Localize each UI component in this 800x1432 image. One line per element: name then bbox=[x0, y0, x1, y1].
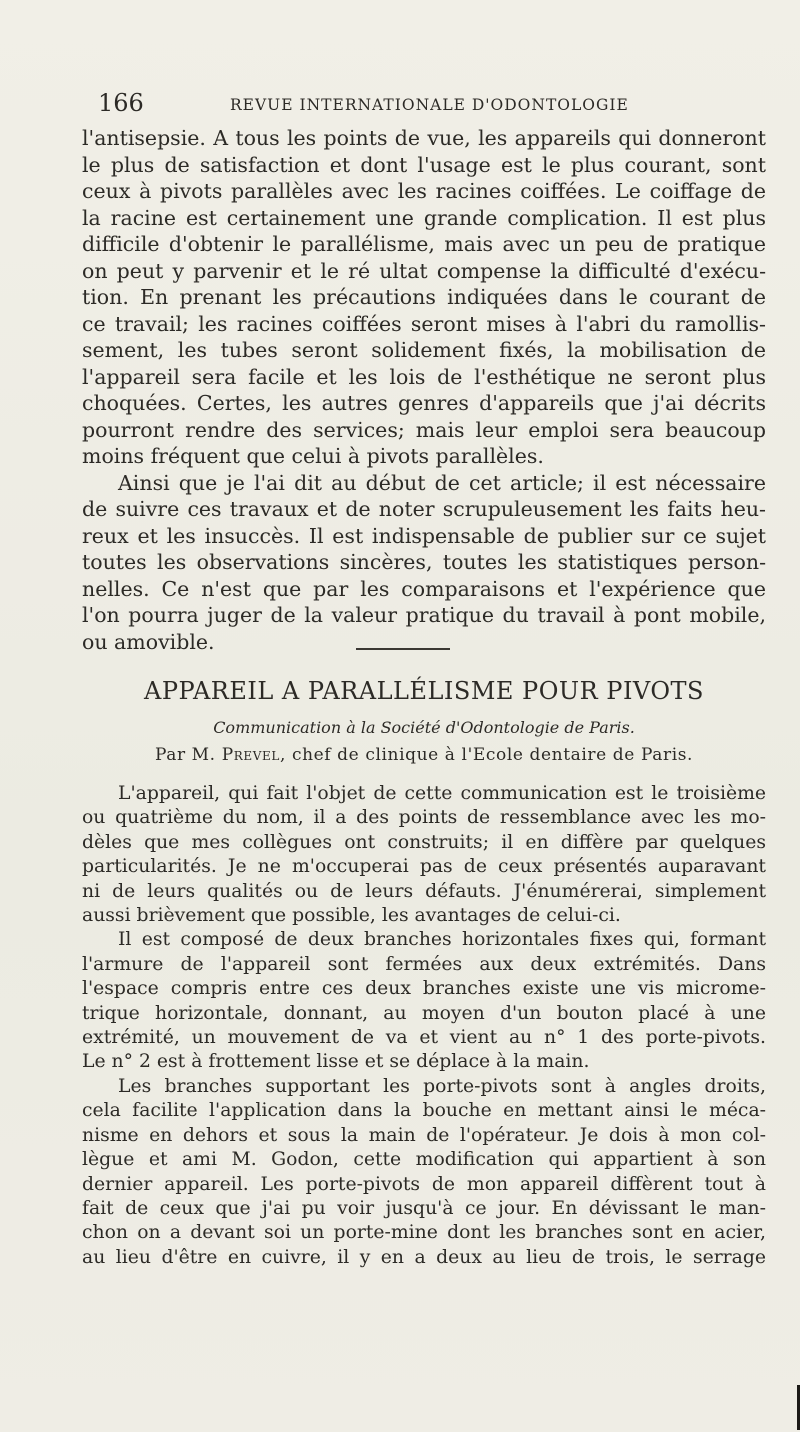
text-line: trique horizontale, donnant, au moyen d'un bouton placé à une bbox=[82, 1002, 766, 1024]
author-name: Prevel bbox=[221, 745, 280, 765]
text-line: l'antisepsie. A tous les points de vue, les appareils qui donneront bbox=[82, 126, 766, 150]
text-line: fait de ceux que j'ai pu voir jusqu'à ce jour. En dévissant le man- bbox=[82, 1197, 766, 1219]
text-line: chon on a devant soi un porte-mine dont les branches sont en acier, bbox=[82, 1222, 766, 1244]
text-line: sement, les tubes seront solidement fixés, la mobilisation de bbox=[82, 338, 766, 362]
text-line: nisme en dehors et sous la main de l'opérateur. Je dois à mon col- bbox=[82, 1124, 766, 1146]
text-line: Le n° 2 est à frottement lisse et se déplace à la main. bbox=[82, 1051, 590, 1073]
text-line: on peut y parvenir et le ré ultat compense la difficulté d'exécu- bbox=[82, 258, 766, 283]
text-line: reux et les insuccès. Il est indispensable de publier sur ce sujet bbox=[82, 523, 766, 548]
text-line: ni de leurs qualités ou de leurs défauts. J'énumérerai, simplement bbox=[82, 880, 766, 902]
byline-suffix: , chef de clinique à l'Ecole dentaire de Paris. bbox=[279, 745, 694, 765]
text-line: extrémité, un mouvement de va et vient au n° 1 des porte-pivots. bbox=[82, 1027, 766, 1049]
article-body bbox=[82, 782, 766, 1270]
running-head: REVUE INTERNATIONALE D'ODONTOLOGIE bbox=[230, 96, 629, 114]
text-line: pourront rendre des services; mais leur emploi sera beaucoup bbox=[82, 417, 766, 442]
text-line: toutes les observations sincères, toutes les statistiques person- bbox=[82, 550, 766, 574]
text-line: particularités. Je ne m'occuperai pas de ceux présentés auparavant bbox=[82, 856, 766, 878]
text-line: ou amovible. bbox=[82, 629, 215, 654]
text-line: ce travail; les racines coiffées seront mises à l'abri du ramollis- bbox=[82, 311, 766, 336]
article-byline bbox=[82, 742, 766, 768]
article-subtitle: Communication à la Société d'Odontologie de Paris. bbox=[213, 718, 635, 737]
article-title: APPAREIL A PARALLÉLISME POUR PIVOTS bbox=[144, 677, 704, 705]
text-line: Ainsi que je l'ai dit au début de cet article; il est nécessaire bbox=[118, 470, 766, 495]
paragraph bbox=[82, 470, 766, 656]
continuation-text bbox=[82, 125, 766, 655]
section-divider bbox=[356, 648, 450, 650]
text-line: la racine est certainement une grande complication. Il est plus bbox=[82, 205, 766, 230]
text-line: Il est composé de deux branches horizontales fixes qui, formant bbox=[118, 929, 766, 951]
text-line: aussi brièvement que possible, les avantages de celui-ci. bbox=[82, 905, 621, 927]
text-line: nelles. Ce n'est que par les comparaisons et l'expérience que bbox=[82, 576, 766, 601]
page-number: 166 bbox=[98, 89, 144, 117]
paragraph bbox=[82, 782, 766, 928]
text-line: l'armure de l'appareil sont fermées aux deux extrémités. Dans bbox=[82, 953, 766, 975]
byline-prefix: Par M. bbox=[154, 745, 216, 765]
page-header bbox=[98, 88, 763, 118]
text-line: l'appareil sera facile et les lois de l'esthétique ne seront plus bbox=[82, 364, 766, 389]
text-line: au lieu d'être en cuivre, il y en a deux au lieu de trois, le serrage bbox=[82, 1246, 766, 1268]
paragraph bbox=[82, 1075, 766, 1270]
text-line: L'appareil, qui fait l'objet de cette communication est le troisième bbox=[118, 783, 766, 804]
text-line: moins fréquent que celui à pivots parallèles. bbox=[82, 444, 544, 468]
paragraph bbox=[82, 928, 766, 1074]
text-line: ou quatrième du nom, il a des points de ressemblance avec les mo- bbox=[82, 807, 766, 829]
text-line: l'on pourra juger de la valeur pratique du travail à pont mobile, bbox=[82, 603, 766, 627]
text-line: le plus de satisfaction et dont l'usage est le plus courant, sont bbox=[82, 152, 766, 177]
text-line: dèles que mes collègues ont construits; il en diffère par quelques bbox=[82, 831, 766, 853]
text-line: de suivre ces travaux et de noter scrupuleusement les faits heu- bbox=[82, 497, 766, 521]
text-line: difficile d'obtenir le parallélisme, mais avec un peu de pratique bbox=[82, 232, 766, 256]
text-line: l'espace compris entre ces deux branches existe une vis microme- bbox=[82, 978, 766, 1000]
text-line: tion. En prenant les précautions indiquées dans le courant de bbox=[82, 285, 766, 309]
text-line: cela facilite l'application dans la bouche en mettant ainsi le méca- bbox=[82, 1100, 766, 1122]
text-line: dernier appareil. Les porte-pivots de mon appareil diffèrent tout à bbox=[82, 1173, 766, 1195]
text-line: lègue et ami M. Godon, cette modification qui appartient à son bbox=[82, 1149, 766, 1171]
text-line: ceux à pivots parallèles avec les racines coiffées. Le coiffage de bbox=[82, 179, 766, 203]
text-line: choquées. Certes, les autres genres d'appareils que j'ai décrits bbox=[82, 391, 766, 415]
text-line: Les branches supportant les porte-pivots sont à angles droits, bbox=[118, 1075, 766, 1097]
paragraph bbox=[82, 125, 766, 470]
